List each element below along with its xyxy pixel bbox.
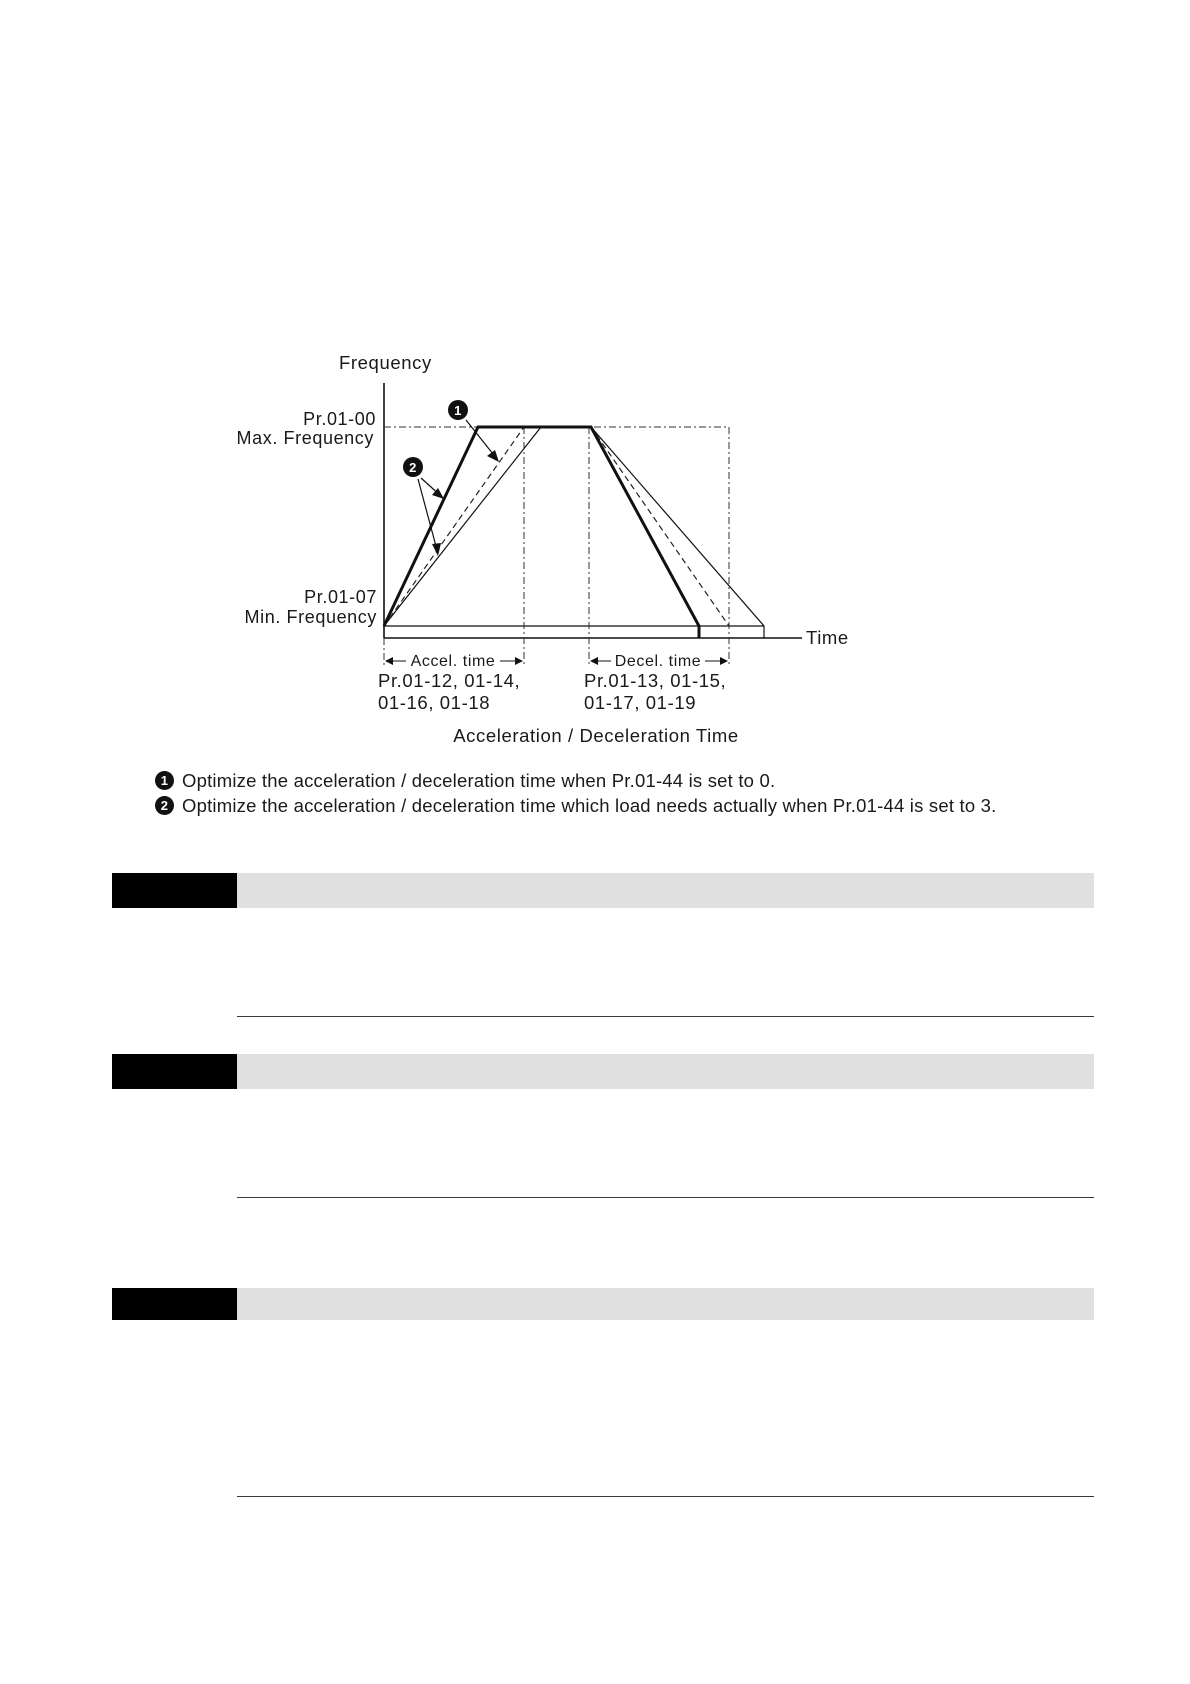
set-time-profile	[384, 427, 764, 638]
marker-1-arrowhead	[487, 450, 499, 462]
min-freq-label: Min. Frequency	[244, 607, 377, 627]
max-freq-label: Max. Frequency	[236, 428, 374, 448]
x-axis-title: Time	[806, 627, 849, 648]
y-axis-title: Frequency	[339, 352, 432, 373]
max-freq-param: Pr.01-00	[303, 409, 376, 429]
marker-1-badge-icon: 1	[155, 771, 174, 790]
section-2-header	[112, 1054, 1094, 1089]
parameter-section-2	[112, 1054, 1094, 1199]
optimized-profile-bold	[384, 427, 699, 638]
marker-2-arrowhead-b	[432, 543, 441, 556]
chart-notes	[155, 768, 1115, 818]
section-2-title-bar	[237, 1054, 1094, 1089]
decel-dim-arrow-right	[720, 657, 728, 665]
marker-2-number: 2	[409, 460, 417, 475]
accel-dim-arrow-left	[385, 657, 393, 665]
decel-params-line2: 01-17, 01-19	[584, 692, 697, 713]
section-1-title-bar	[237, 873, 1094, 908]
accel-params-line2: 01-16, 01-18	[378, 692, 491, 713]
chart-caption: Acceleration / Deceleration Time	[453, 725, 739, 746]
accel-time-label: Accel. time	[410, 653, 496, 670]
marker-1-number: 1	[454, 403, 462, 418]
note-2	[155, 793, 1115, 818]
section-3-header	[112, 1288, 1094, 1323]
note-1-text: Optimize the acceleration / deceleration time when Pr.01-44 is set to 0.	[182, 769, 776, 791]
section-3-param-id-block	[112, 1288, 237, 1320]
parameter-section-3	[112, 1288, 1094, 1498]
section-3-divider	[237, 1496, 1094, 1497]
note-2-text: Optimize the acceleration / deceleration time which load needs actually when Pr.01-44 is set to 3.	[182, 794, 997, 816]
section-1-divider	[237, 1016, 1094, 1017]
decel-time-label: Decel. time	[614, 653, 702, 670]
section-1-header	[112, 873, 1094, 908]
section-2-param-id-block	[112, 1054, 237, 1089]
accel-dim-arrow-right	[515, 657, 523, 665]
min-freq-param: Pr.01-07	[304, 587, 377, 607]
section-1-param-id-block	[112, 873, 237, 908]
accel-params-line1: Pr.01-12, 01-14,	[378, 670, 521, 691]
parameter-section-1	[112, 873, 1094, 1018]
section-2-divider	[237, 1197, 1094, 1198]
section-3-title-bar	[237, 1288, 1094, 1320]
accel-decel-time-chart	[0, 0, 1190, 840]
note-1	[155, 768, 1115, 793]
decel-params-line1: Pr.01-13, 01-15,	[584, 670, 727, 691]
marker-2-badge-icon: 2	[155, 796, 174, 815]
decel-dim-arrow-left	[590, 657, 598, 665]
